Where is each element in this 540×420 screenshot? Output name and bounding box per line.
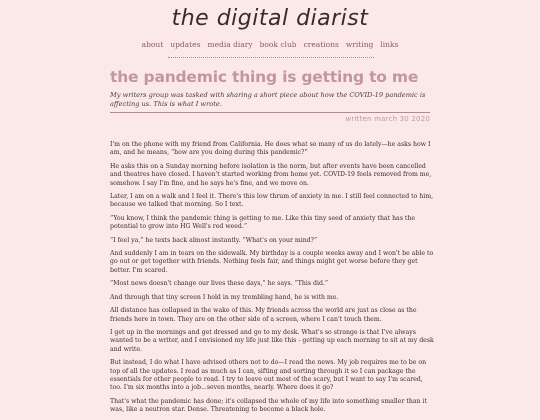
post-body xyxy=(110,141,435,420)
nav-link-media-diary[interactable]: media diary xyxy=(207,40,253,49)
post-date: written march 30 2020 xyxy=(345,115,430,123)
main-nav xyxy=(0,40,540,49)
title-divider xyxy=(110,112,430,113)
nav-link-updates[interactable]: updates xyxy=(170,40,201,49)
nav-link-links[interactable]: links xyxy=(380,40,399,49)
nav-divider xyxy=(168,57,374,58)
post-title: the pandemic thing is getting to me xyxy=(110,68,419,86)
post-paragraph: He asks this on a Sunday morning before isolation is the norm, but after events have been cancelled and theatres have closed. I haven't started working from home yet. COVID-19 feels removed from me, somehow. I say I'm fine, and he says he's fine, and we move on. xyxy=(110,162,432,187)
post-paragraph: That's what the pandemic has done; it's collapsed the whole of my life into something smaller than it was, like a neutron star. Dense. Threatening to become a black hole. xyxy=(110,397,427,414)
post-paragraph: “Most news doesn't change our lives these days,” he says. “This did.” xyxy=(110,280,329,288)
post-paragraph: And through that tiny screen I hold in my trembling hand, he is with me. xyxy=(110,293,339,301)
post-paragraph: And suddenly I am in tears on the sidewalk. My birthday is a couple weeks away and I won't be able to go out or get together with friends. Nothing feels fair, and things might get worse before they get better. I'm scared. xyxy=(110,250,434,274)
post-paragraph: I'm on the phone with my friend from California. He does what so many of us do lately—he asks how I am, and he means, “how are you doing during this pandemic?” xyxy=(110,141,431,157)
post-intro: My writers group was tasked with sharing a short piece about how the COVID-19 pandemic is affecting us. This is what I wrote. xyxy=(110,91,426,108)
nav-link-about[interactable]: about xyxy=(141,40,164,49)
post-paragraph: Later, I am on a walk and I feel it. There's this low thrum of anxiety in me. I still feel connected to him, because we talked that morning. So I text. xyxy=(110,193,434,209)
nav-link-creations[interactable]: creations xyxy=(303,40,339,49)
post-paragraph: All distance has collapsed in the wake of this. My friends across the world are just as close as the friends here in town. They are on the other side of a screen, where I can't touch them. xyxy=(110,307,417,323)
nav-link-writing[interactable]: writing xyxy=(345,40,374,49)
post-paragraph: “You know, I think the pandemic thing is getting to me. Like this tiny seed of anxiety that has the potential to grow into HG Well's red weed.” xyxy=(110,214,416,231)
site-title[interactable]: the digital diarist xyxy=(171,6,369,31)
post-paragraph: I get up in the mornings and get dressed and go to my desk. What's so strange is that I've always wanted to be a writer, and I envisioned my life just like this - getting up each morning to sit at my desk and write. xyxy=(110,328,434,353)
nav-link-book-club[interactable]: book club xyxy=(259,40,297,49)
post-paragraph: But instead, I do what I have advised others not to do—I read the news. My job requires me to be on top of all the updates. I read as much as I can, sifting and sorting through it so I can package the essentials for other people to read. I try to leave out most of the scary, but I want to say I'm scared, too. I'm six months into a job...seven months, nearly. Where does it go? xyxy=(110,359,427,392)
post-paragraph: “I feel ya,” he texts back almost instantly. “What's on your mind?” xyxy=(110,236,318,244)
